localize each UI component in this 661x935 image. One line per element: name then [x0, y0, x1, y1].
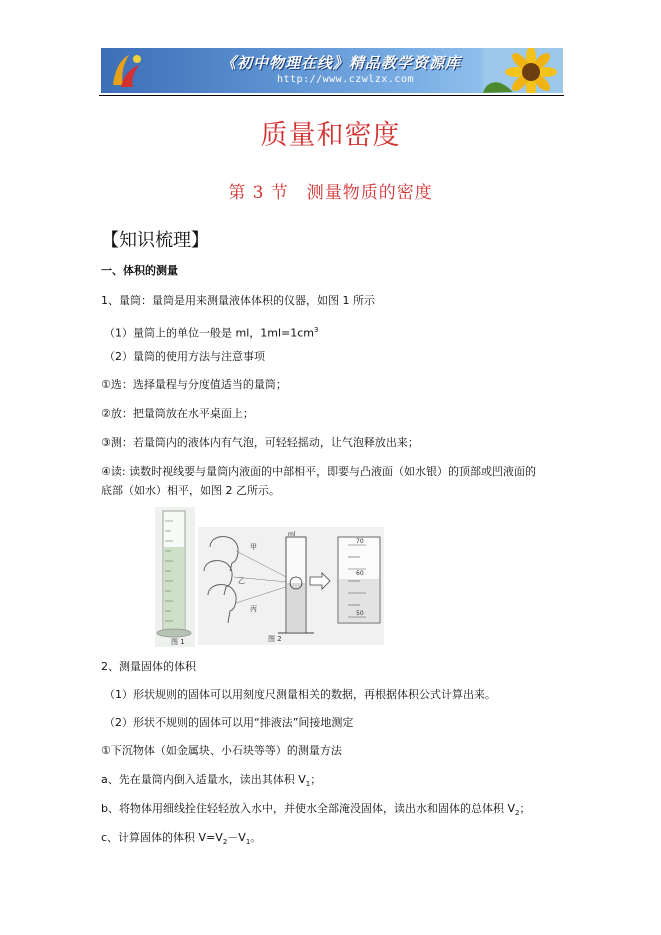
tick-70: 70	[356, 538, 364, 545]
site-logo-icon	[107, 51, 147, 91]
figure-1-caption: 图 1	[171, 638, 185, 646]
subheading-volume-measurement: 一、体积的测量	[101, 264, 178, 277]
tick-50: 50	[356, 610, 364, 617]
figure-1-graduated-cylinder	[155, 507, 195, 647]
figure-2-reading-levels	[198, 527, 384, 645]
step-a: a、先在量筒内倒入适量水，读出其体积 $V_1$；	[101, 773, 322, 789]
unit-label: ml	[288, 531, 296, 538]
header-divider	[99, 95, 564, 96]
step-read: ④读: 读数时视线要与量筒内液面的中部相平，即要与凸液面（如水银）的顶部或凹液面的	[101, 465, 537, 478]
label-yi: 乙	[238, 577, 245, 585]
step-place: ②放：把量筒放在水平桌面上；	[101, 407, 254, 420]
knowledge-heading: 【知识梳理】	[101, 230, 209, 251]
step-select: ①选：选择量程与分度值适当的量筒；	[101, 378, 287, 391]
label-jia: 甲	[250, 543, 257, 551]
banner-title: 《初中物理在线》精品教学资源库	[221, 54, 462, 72]
paragraph-sinking-objects: ①下沉物体（如金属块、小石块等等）的测量方法	[101, 744, 342, 757]
paragraph-irregular-solid: （2）形状不规则的固体可以用“排液法”间接地测定	[104, 716, 354, 729]
step-measure: ③测：若量筒内的液体内有气泡，可轻轻摇动，让气泡释放出来；	[101, 436, 419, 449]
tick-60: 60	[356, 570, 364, 577]
paragraph-usage: （2）量筒的使用方法与注意事项	[104, 350, 265, 363]
paragraph-regular-solid: （1）形状规则的固体可以用刻度尺测量相关的数据，再根据体积公式计算出来。	[104, 688, 496, 701]
sunflower-icon	[483, 48, 563, 93]
step-c: c、计算固体的体积 $V=V_2-V_1$。	[101, 831, 262, 847]
header-banner	[101, 48, 563, 93]
subheading-solid-volume: 2、测量固体的体积	[101, 660, 196, 673]
banner-url: http://www.czwlzx.com	[277, 74, 414, 85]
figure-2-caption: 图 2	[268, 635, 282, 643]
step-read-continued: 底部（如水）相平，如图 2 乙所示。	[101, 484, 280, 497]
step-b: b、将物体用细线拴住轻轻放入水中，并使水全部淹没固体，读出水和固体的总体积 $V_2$；	[101, 802, 531, 818]
paragraph-unit: （1）量筒上的单位一般是 ml，$1ml=1cm^3$	[104, 326, 319, 340]
section-title: 第 3 节 测量物质的密度	[228, 183, 433, 203]
paragraph-graduated-cylinder: 1、量筒：量筒是用来测量液体体积的仪器，如图 1 所示	[101, 294, 375, 307]
label-bing: 丙	[250, 605, 257, 613]
page-title: 质量和密度	[260, 120, 401, 151]
